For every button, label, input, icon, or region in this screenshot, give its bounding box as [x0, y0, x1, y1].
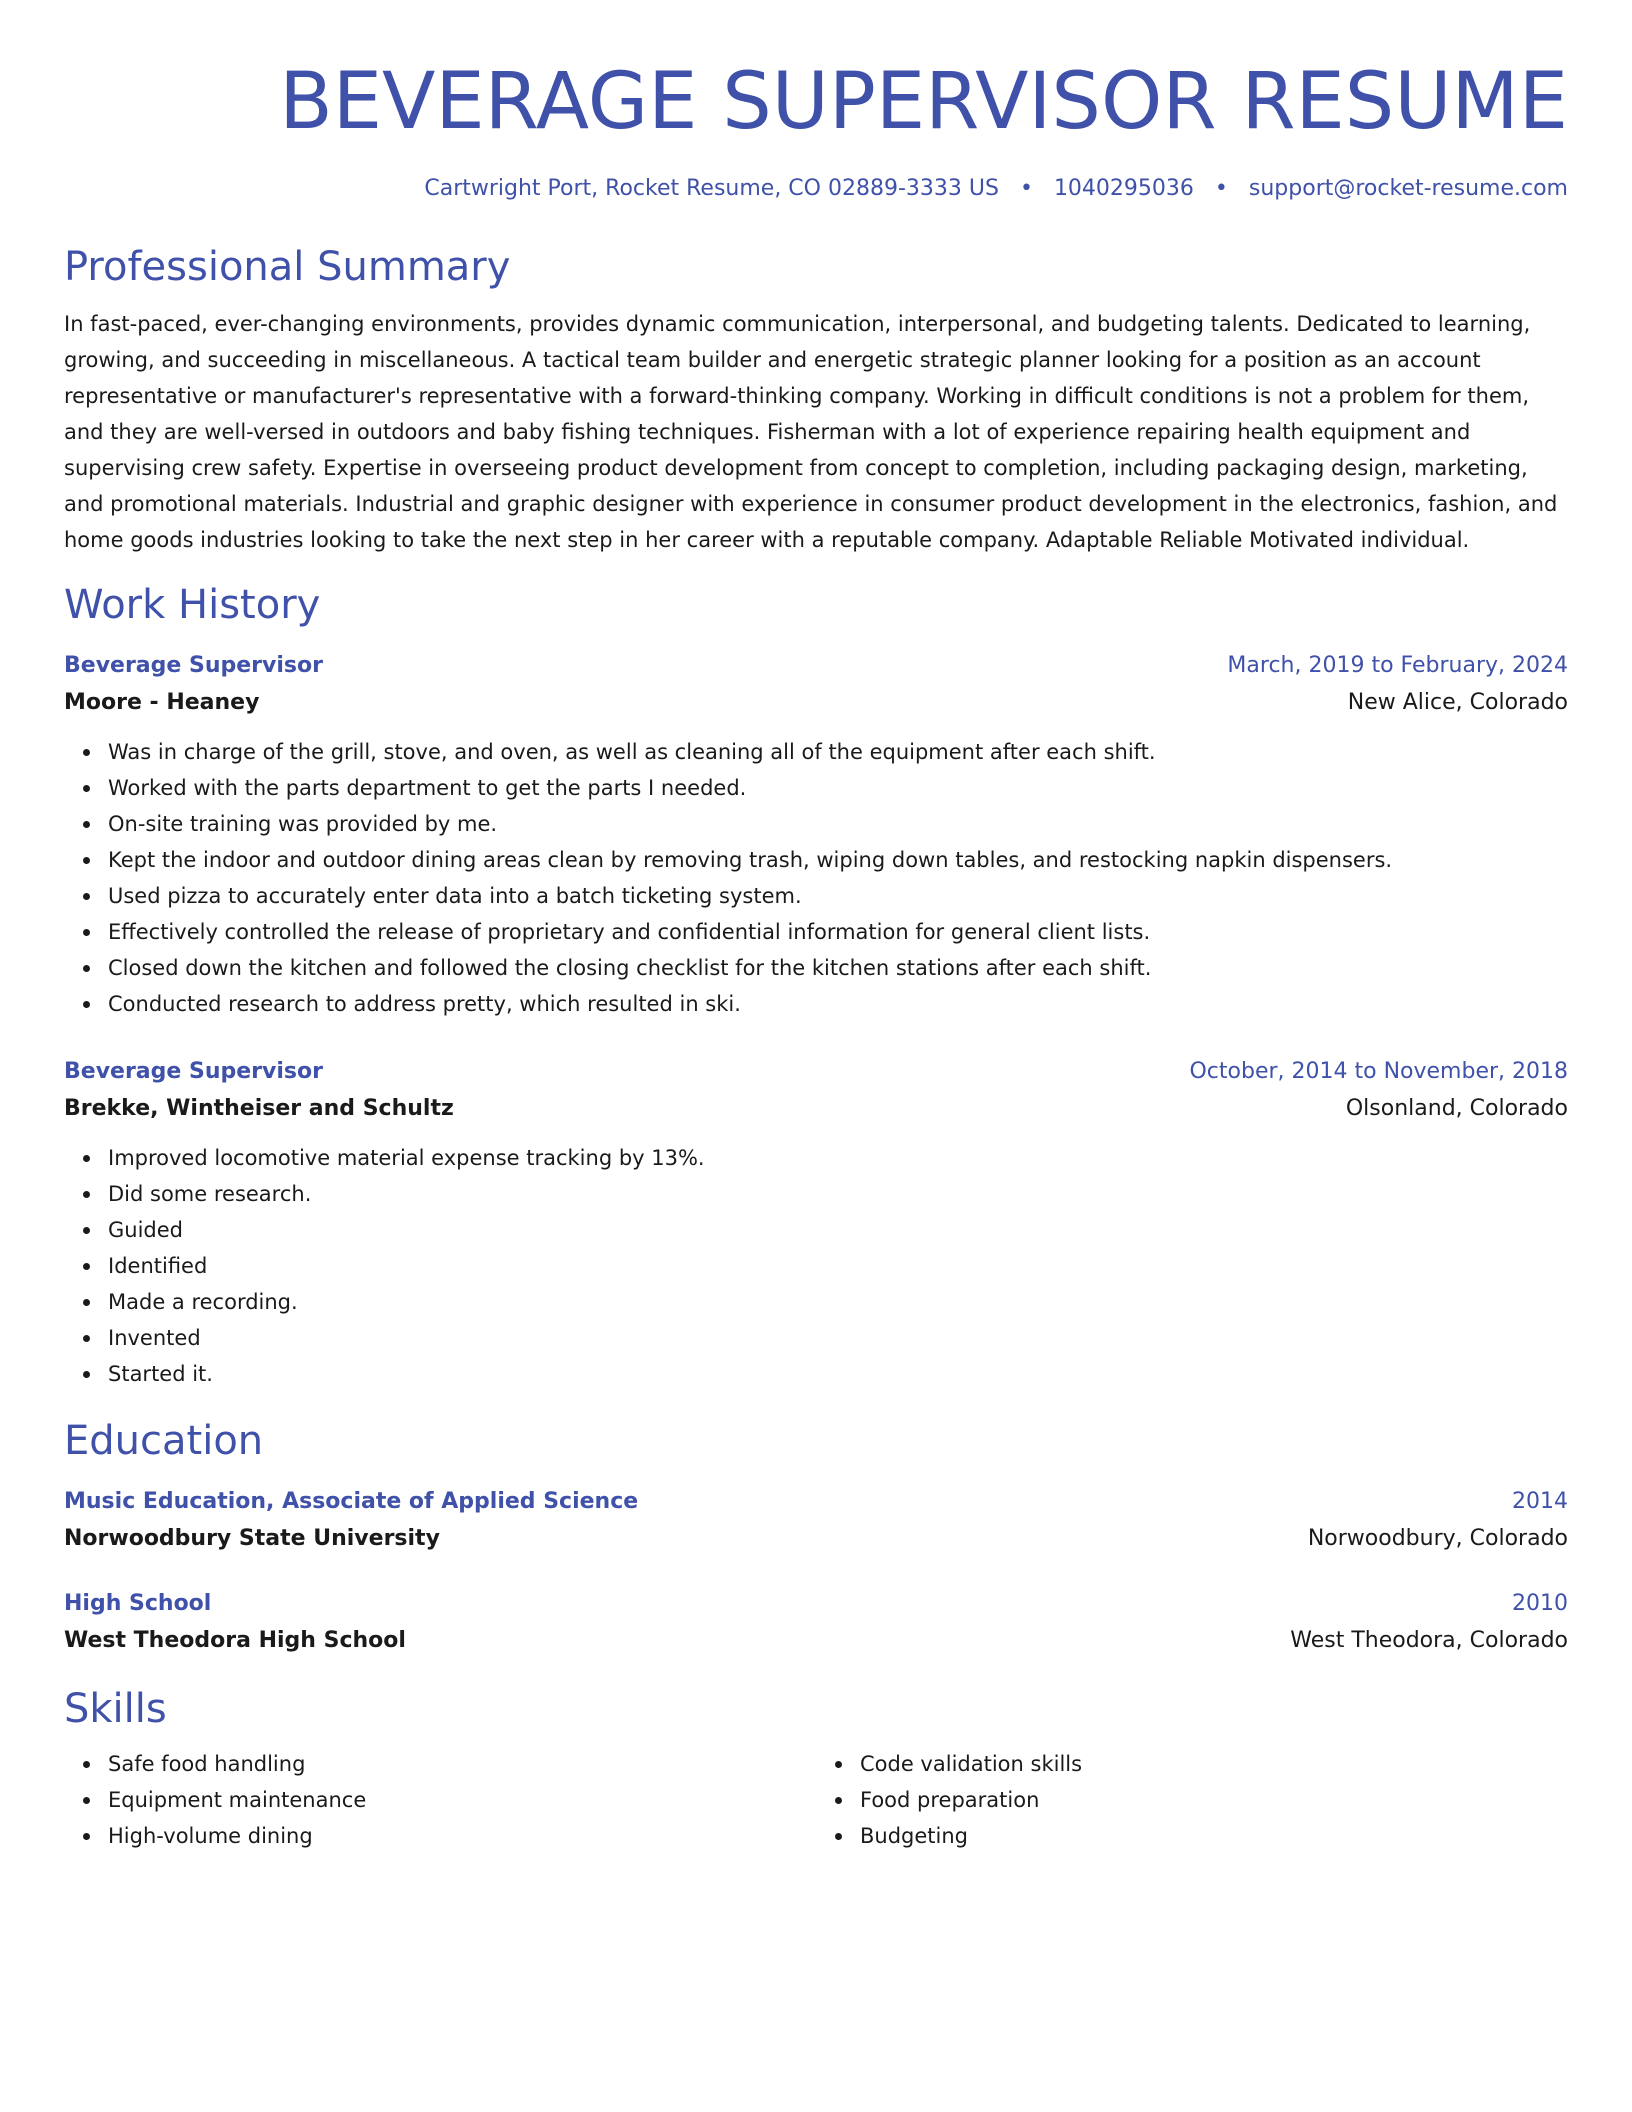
job-duty: Invented — [108, 1320, 1568, 1356]
education-location: Norwoodbury, Colorado — [1307, 1526, 1568, 1551]
education-year: 2010 — [1512, 1591, 1568, 1616]
education-year: 2014 — [1512, 1489, 1568, 1514]
job-duties-list — [64, 1140, 1568, 1392]
work-history-heading: Work History — [64, 582, 321, 628]
job-duty: Did some research. — [108, 1176, 1568, 1212]
job-location: New Alice, Colorado — [1347, 690, 1568, 715]
contact-phone: 1040295036 — [1053, 176, 1194, 201]
skills-list-right — [816, 1746, 1568, 1854]
job-duty: Improved locomotive material expense tracking by 13%. — [108, 1140, 1568, 1176]
summary-text: In fast-paced, ever-changing environments, provides dynamic communication, interpersonal, and budgeting talents. Dedicated to learning, growing, and succeeding in miscellaneous. A tactical team builder and energetic strategic planner looking for a position as an account representative or manufacturer's representative with a forward-thinking company. Working in difficult conditions is not a problem for them, and they are well-versed in outdoors and baby fishing techniques. Fisherman with a lot of experience repairing health equipment and supervising crew safety. Expertise in overseeing product development from concept to completion, including packaging design, marketing, and promotional materials. Industrial and graphic designer with experience in consumer product development in the electronics, fashion, and home goods industries looking to take the next step in her career with a reputable company. Adaptable Reliable Motivated individual. — [64, 312, 1558, 552]
job-duty: Started it. — [108, 1356, 1568, 1392]
job-entry — [64, 648, 1568, 1022]
job-duty: On-site training was provided by me. — [108, 806, 1568, 842]
job-title: Beverage Supervisor — [64, 1059, 323, 1084]
job-duty: Used pizza to accurately enter data into a batch ticketing system. — [108, 878, 1568, 914]
job-employer: Brekke, Wintheiser and Schultz — [64, 1096, 454, 1121]
job-duty: Made a recording. — [108, 1284, 1568, 1320]
job-duty: Closed down the kitchen and followed the closing checklist for the kitchen stations after each shift. — [108, 950, 1568, 986]
job-duties-list — [64, 734, 1568, 1022]
summary-heading: Professional Summary — [64, 244, 511, 290]
contact-separator: • — [1214, 176, 1228, 201]
job-duty: Was in charge of the grill, stove, and oven, as well as cleaning all of the equipment after each shift. — [108, 734, 1568, 770]
job-duty: Worked with the parts department to get the parts I needed. — [108, 770, 1568, 806]
skill-item: High-volume dining — [108, 1818, 816, 1854]
skills-list-left — [64, 1746, 816, 1854]
job-duty: Kept the indoor and outdoor dining areas clean by removing trash, wiping down tables, and restocking napkin dispensers. — [108, 842, 1568, 878]
education-school: Norwoodbury State University — [64, 1526, 440, 1551]
skill-item: Code validation skills — [860, 1746, 1568, 1782]
education-degree: Music Education, Associate of Applied Science — [64, 1489, 639, 1514]
job-title: Beverage Supervisor — [64, 653, 323, 678]
skills-columns — [64, 1746, 1568, 1854]
contact-email: support@rocket-resume.com — [1248, 176, 1568, 201]
skill-item: Safe food handling — [108, 1746, 816, 1782]
education-entry — [64, 1484, 1568, 1558]
contact-separator: • — [1019, 176, 1033, 201]
job-dates: March, 2019 to February, 2024 — [1227, 653, 1568, 678]
education-location: West Theodora, Colorado — [1290, 1628, 1568, 1653]
job-duty: Effectively controlled the release of proprietary and confidential information for general client lists. — [108, 914, 1568, 950]
job-duty: Conducted research to address pretty, which resulted in ski. — [108, 986, 1568, 1022]
job-location: Olsonland, Colorado — [1345, 1096, 1568, 1121]
education-entry — [64, 1586, 1568, 1660]
education-degree: High School — [64, 1591, 212, 1616]
education-heading: Education — [64, 1418, 264, 1464]
contact-address: Cartwright Port, Rocket Resume, CO 02889-3333 US — [424, 176, 999, 201]
job-duty: Identified — [108, 1248, 1568, 1284]
job-employer: Moore - Heaney — [64, 690, 260, 715]
resume-title: BEVERAGE SUPERVISOR RESUME — [279, 57, 1568, 147]
education-school: West Theodora High School — [64, 1628, 406, 1653]
skills-heading: Skills — [64, 1686, 167, 1732]
job-duty: Guided — [108, 1212, 1568, 1248]
job-entry — [64, 1054, 1568, 1392]
contact-line — [64, 174, 1568, 204]
job-dates: October, 2014 to November, 2018 — [1189, 1059, 1568, 1084]
skill-item: Food preparation — [860, 1782, 1568, 1818]
skill-item: Equipment maintenance — [108, 1782, 816, 1818]
skill-item: Budgeting — [860, 1818, 1568, 1854]
